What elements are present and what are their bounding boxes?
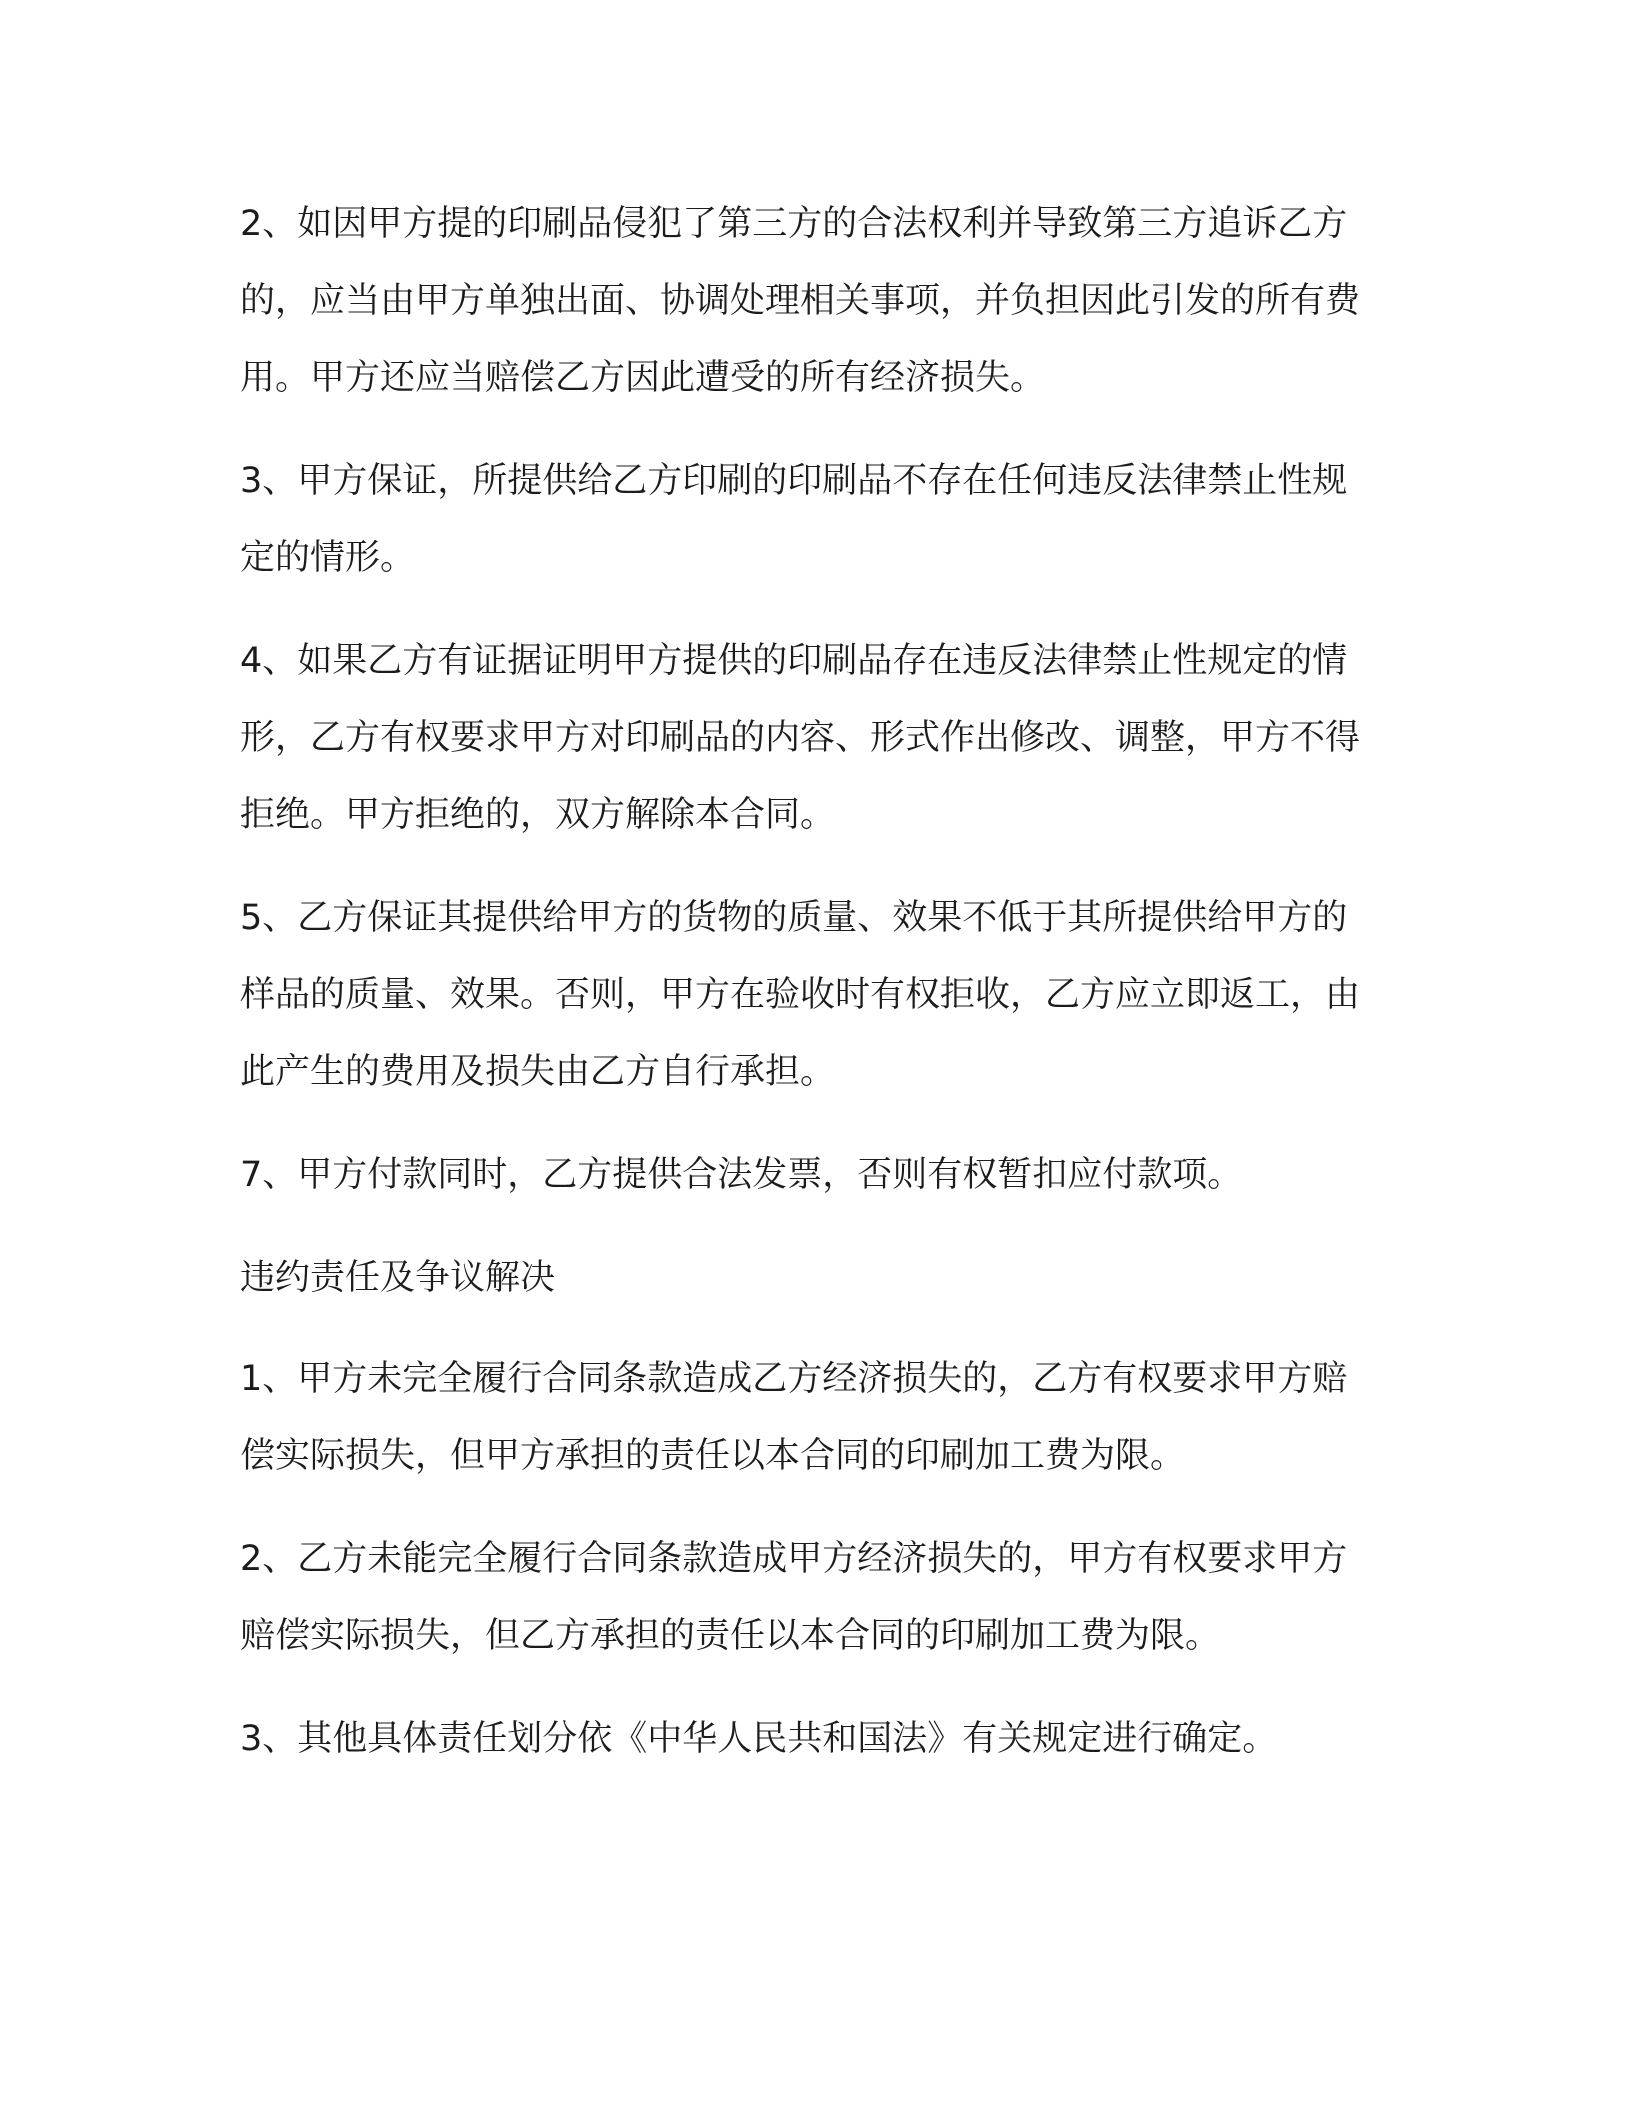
liability-clause-2: 2、乙方未能完全履行合同条款造成甲方经济损失的，甲方有权要求甲方赔偿实际损失，但乙方承担的责任以本合同的印刷加工费为限。 [240,1539,1348,1656]
document-body [240,186,1376,1804]
clause-2-infringement: 2、如因甲方提的印刷品侵犯了第三方的合法权利并导致第三方追诉乙方的，应当由甲方单独出面、协调处理相关事项，并负担因此引发的所有费用。甲方还应当赔偿乙方因此遭受的所有经济损失。 [240,204,1361,398]
liability-clause-1: 1、甲方未完全履行合同条款造成乙方经济损失的，乙方有权要求甲方赔偿实际损失，但甲方承担的责任以本合同的印刷加工费为限。 [240,1359,1348,1476]
clause-5-quality: 5、乙方保证其提供给甲方的货物的质量、效果不低于其所提供给甲方的样品的质量、效果。否则，甲方在验收时有权拒收，乙方应立即返工，由此产生的费用及损失由乙方自行承担。 [240,898,1361,1092]
section-heading-liability: 违约责任及争议解决 [240,1258,556,1298]
clause-4-modification: 4、如果乙方有证据证明甲方提供的印刷品存在违反法律禁止性规定的情形，乙方有权要求甲方对印刷品的内容、形式作出修改、调整，甲方不得拒绝。甲方拒绝的，双方解除本合同。 [240,641,1361,835]
clause-7-invoice: 7、甲方付款同时，乙方提供合法发票，否则有权暂扣应付款项。 [240,1155,1243,1195]
clause-3-guarantee: 3、甲方保证，所提供给乙方印刷的印刷品不存在任何违反法律禁止性规定的情形。 [240,461,1348,578]
liability-clause-3: 3、其他具体责任划分依《中华人民共和国法》有关规定进行确定。 [240,1719,1278,1759]
